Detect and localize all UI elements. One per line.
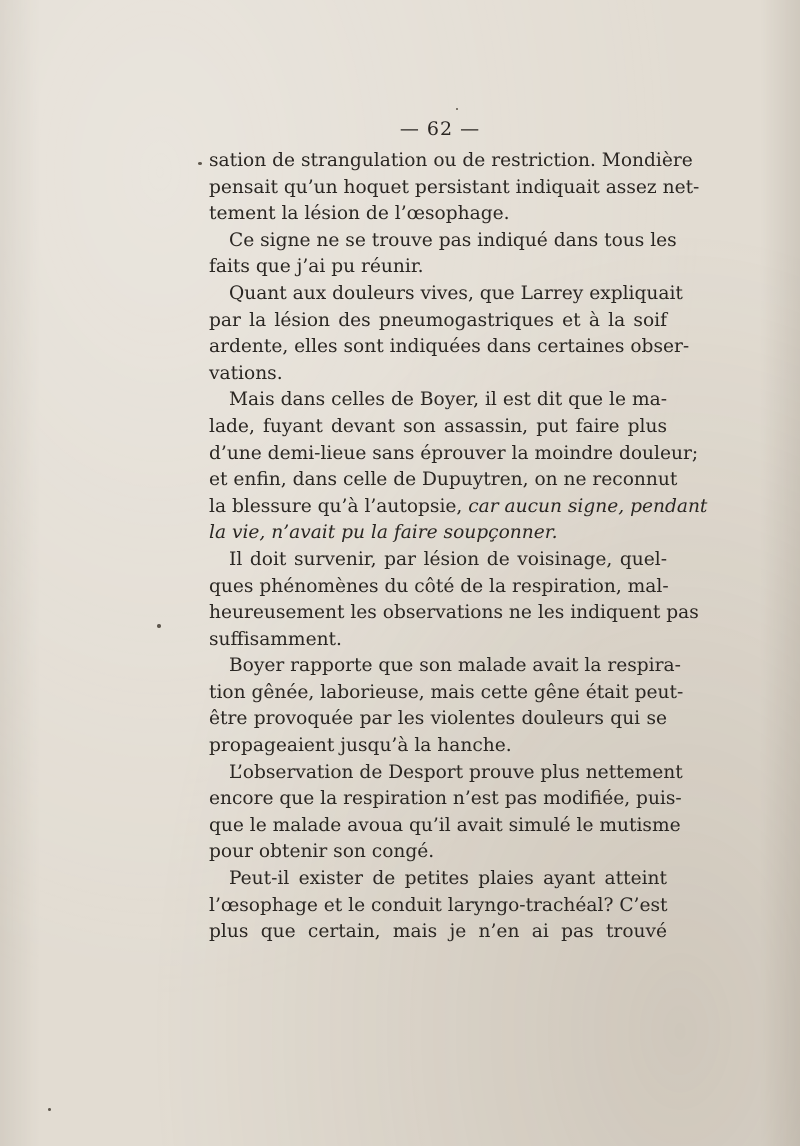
text-line: être provoquée par les violentes douleurs qui se [209,708,667,730]
text-line: l’œsophage et le conduit laryngo-trachéal? C’est [209,894,668,916]
text-line: sation de strangulation ou de restriction. Mondière [209,150,693,171]
paper-speck [48,1108,51,1111]
text-line: et enfin, dans celle de Dupuytren, on ne reconnut [209,469,678,491]
text-line: Il doit survenir, par lésion de voisinage, quel- [229,548,667,570]
text-line-mixed [209,494,708,521]
text-line: encore que la respiration n’est pas modifiée, puis- [209,788,682,810]
text-line: lade, fuyant devant son assassin, put faire plus [209,415,667,437]
italic-run: la vie, n’avait pu la faire soupçonner. [209,522,558,544]
text-line: vations. [209,362,283,384]
paper-speck [456,108,458,110]
text-line: Boyer rapporte que son malade avait la respira- [229,655,681,677]
text-line: plus que certain, mais je n’en ai pas trouvé [209,921,667,943]
text-line: pensait qu’un hoquet persistant indiquait assez net- [209,176,700,198]
text-line: tement la lésion de l’œsophage. [209,203,510,225]
text-line: Quant aux douleurs vives, que Larrey expliquait [229,282,683,304]
paper-speck [198,162,202,165]
page-number: — 62 — [399,118,481,140]
text-line: Mais dans celles de Boyer, il est dit que le ma- [229,389,667,411]
text-line: pour obtenir son congé. [209,841,435,863]
text-line: Ce signe ne se trouve pas indiqué dans tous les [229,229,677,251]
body-text [209,148,708,946]
text-line: d’une demi-lieue sans éprouver la moindre douleur; [209,442,699,464]
text-line: ardente, elles sont indiquées dans certaines obser- [209,336,690,358]
text-line: par la lésion des pneumogastriques et à la soif [209,309,667,331]
text-line: ques phénomènes du côté de la respiration, mal- [209,575,669,597]
text-line: faits que j’ai pu réunir. [209,256,424,278]
text-line: Peut-il exister de petites plaies ayant atteint [229,868,667,890]
text-line: propageaient jusqu’à la hanche. [209,735,512,757]
italic-run: car aucun signe, pendant [468,495,708,517]
text-line: que le malade avoua qu’il avait simulé le mutisme [209,814,681,836]
text-line-italic [209,520,667,547]
text-line: heureusement les observations ne les indiquent pas [209,602,699,624]
text-line: L’observation de Desport prouve plus nettement [229,761,683,783]
text-line: tion gênée, laborieuse, mais cette gêne était peut- [209,681,684,703]
text-line: suffisamment. [209,628,342,650]
paper-speck [157,624,161,628]
text-run: la blessure qu’à l’autopsie, [209,495,469,517]
